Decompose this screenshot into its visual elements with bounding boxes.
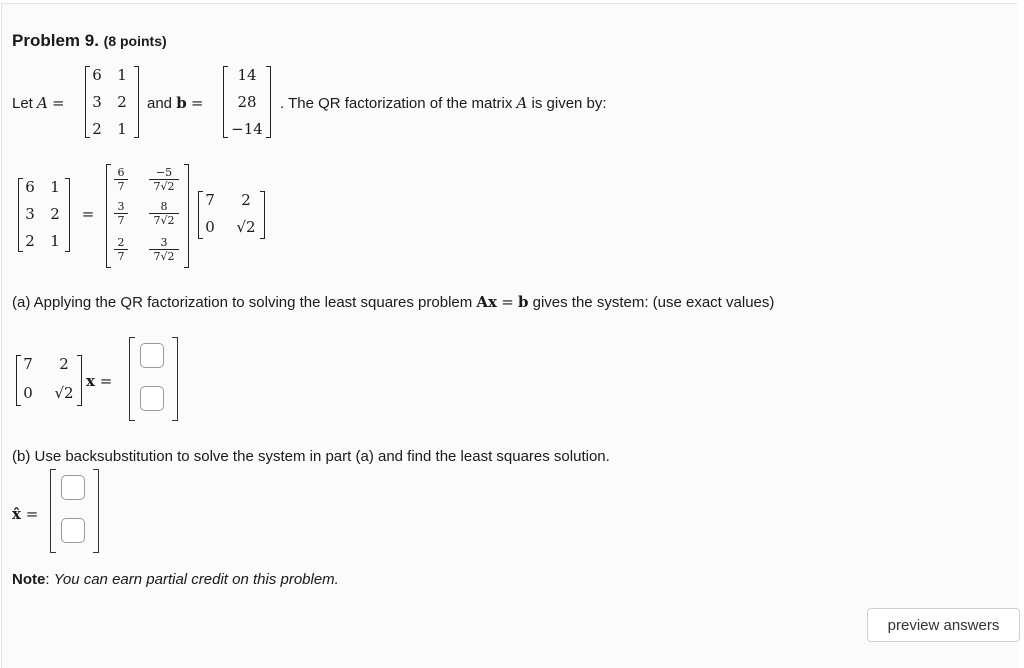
x-equals — [86, 372, 112, 390]
q-cell — [114, 237, 128, 262]
matrix-cell: 2 — [92, 120, 102, 138]
q-cell — [114, 167, 128, 192]
matrix-cell: 2 — [117, 93, 127, 111]
equals-sign: = — [190, 94, 204, 112]
matrix-cell: 1 — [50, 232, 60, 250]
note-colon: : — [45, 571, 50, 588]
matrix-cell: 3 — [25, 205, 35, 223]
left-bracket — [50, 469, 56, 553]
statement-and — [147, 94, 203, 112]
statement-text: . The QR factorization of the matrix — [280, 95, 513, 112]
right-bracket — [266, 66, 271, 138]
right-bracket — [172, 337, 178, 421]
part-a-answer-2-input[interactable] — [140, 386, 164, 411]
note-label: Note — [12, 571, 46, 588]
right-bracket — [184, 164, 189, 268]
numerator: 3 — [117, 200, 125, 213]
denominator: 7√2 — [149, 249, 179, 262]
matrix-a-symbol: A — [37, 94, 48, 112]
right-bracket — [77, 355, 82, 406]
statement-let — [12, 94, 65, 112]
part-a-answer-1-input[interactable] — [140, 343, 164, 368]
r-cell: 2 — [59, 355, 69, 373]
matrix-cell: 1 — [50, 178, 60, 196]
right-bracket — [65, 178, 70, 252]
r-cell: √2 — [54, 384, 74, 402]
right-bracket — [93, 469, 99, 553]
numerator: 6 — [117, 166, 125, 179]
equals-sign: = — [25, 505, 39, 523]
right-bracket — [134, 66, 139, 138]
numerator: −5 — [155, 166, 173, 179]
equals-sign: = — [52, 94, 65, 112]
q-cell — [149, 237, 179, 262]
q-cell — [114, 201, 128, 226]
r-cell: 0 — [23, 384, 33, 402]
problem-title — [12, 31, 167, 51]
part-a-prompt — [12, 293, 774, 311]
vector-cell: 28 — [237, 93, 257, 111]
q-cell — [149, 201, 179, 226]
part-b-prompt — [12, 448, 610, 465]
q-cell — [149, 167, 179, 192]
vector-cell: 14 — [237, 66, 257, 84]
r-cell: 2 — [241, 191, 251, 209]
r-cell: 0 — [205, 218, 215, 236]
let-text: Let — [12, 95, 33, 112]
denominator: 7√2 — [149, 213, 179, 226]
ax-symbol: Ax — [476, 293, 498, 311]
numerator: 8 — [160, 200, 168, 213]
numerator: 2 — [117, 236, 125, 249]
part-b-answer-2-input[interactable] — [61, 518, 85, 543]
vector-b-symbol: b — [176, 94, 187, 112]
note — [12, 571, 339, 588]
preview-answers-button[interactable]: preview answers — [867, 608, 1020, 642]
b-symbol: b — [517, 293, 529, 311]
matrix-cell: 1 — [117, 66, 127, 84]
matrix-cell: 2 — [50, 205, 60, 223]
equals-sign: = — [99, 372, 113, 390]
matrix-a-symbol: A — [516, 94, 528, 112]
vector-cell: −14 — [231, 120, 263, 138]
matrix-cell: 3 — [92, 93, 102, 111]
matrix-cell: 2 — [25, 232, 35, 250]
numerator: 3 — [160, 236, 168, 249]
equals-sign: = — [81, 205, 95, 223]
x-symbol: x — [86, 372, 95, 390]
statement-text-end: is given by: — [531, 95, 607, 112]
and-text: and — [147, 95, 173, 112]
part-b-text: (b) Use backsubstitution to solve the system in part (a) and find the least squares solution. — [12, 448, 610, 465]
left-bracket — [129, 337, 135, 421]
matrix-cell: 6 — [25, 178, 35, 196]
r-cell: 7 — [205, 191, 215, 209]
denominator: 7√2 — [149, 179, 179, 192]
part-a-text-2: gives the system: (use exact values) — [532, 294, 775, 311]
equals-sign: = — [501, 293, 514, 311]
xhat-symbol: x̂ — [12, 505, 21, 523]
matrix-cell: 1 — [117, 120, 127, 138]
note-text: You can earn partial credit on this problem. — [53, 571, 339, 588]
left-bracket — [106, 164, 111, 268]
denominator: 7 — [114, 179, 128, 192]
part-a-text: (a) Applying the QR factorization to solving the least squares problem — [12, 294, 473, 311]
r-cell: 7 — [23, 355, 33, 373]
xhat-equals — [12, 505, 38, 523]
denominator: 7 — [114, 213, 128, 226]
r-cell: √2 — [236, 218, 256, 236]
problem-points: (8 points) — [103, 33, 167, 49]
statement-tail — [280, 94, 607, 112]
part-b-answer-1-input[interactable] — [61, 475, 85, 500]
denominator: 7 — [114, 249, 128, 262]
problem-number: Problem 9. — [12, 31, 99, 50]
matrix-cell: 6 — [92, 66, 102, 84]
right-bracket — [260, 191, 265, 239]
